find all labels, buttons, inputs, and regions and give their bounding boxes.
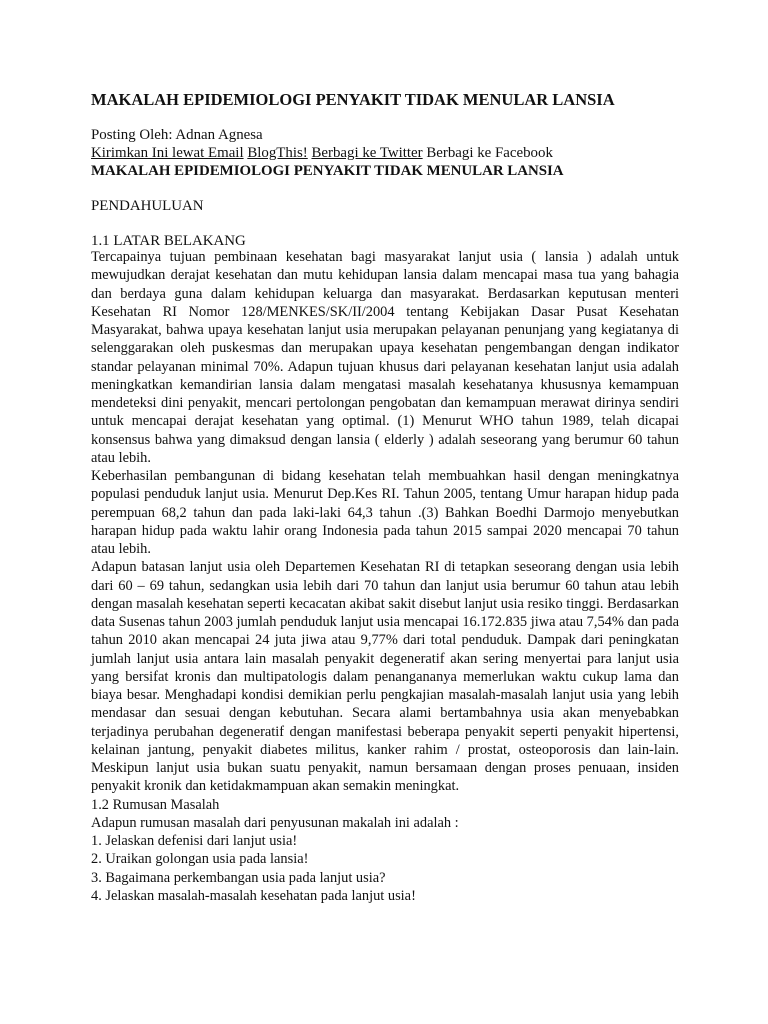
- share-twitter-link[interactable]: Berbagi ke Twitter: [311, 145, 423, 161]
- intro-heading: PENDAHULUAN: [91, 198, 204, 214]
- rumusan-intro: Adapun rumusan masalah dari penyusunan makalah ini adalah :: [91, 814, 459, 831]
- post-meta: [91, 126, 681, 180]
- list-item: 2. Uraikan golongan usia pada lansia!: [91, 851, 309, 868]
- list-item: 1. Jelaskan defenisi dari lanjut usia!: [91, 833, 298, 849]
- paragraph: Tercapainya tujuan pembinaan kesehatan bagi masyarakat lanjut usia ( lansia ) adalah untuk mewujudkan derajat kesehatan dan mutu kehidupan lansia dalam mencapai masa tua yang bahagia dan berdaya guna dalam kehidupan keluarga dan masyarakat. Berdasarkan keputusan menteri Kesehatan RI Nomor 128/MENKES/SK/II/2004 tentang Kebijakan Dasar Pusat Kesehatan Masyarakat, bahwa upaya kesehatan lanjut usia merupakan pelayanan penunjang yang kegiatanya di selenggarakan oleh puskesmas dan merupakan upaya kesehatan pengembangan dengan indikator standar pelayanan minimal 70%. Adapun tujuan khusus dari pelayanan kesehatan lanjut usia adalah meningkatkan kemandirian lansia dalam mengatasi masalah kesehatanya khususnya kemampuan mendeteksi dini penyakit, mencari pertolongan pengobatan dan kemampuan merawat dirinya sendiri untuk mencapai derajat kesehatan yang optimal. (1) Menurut WHO tahun 1989, telah dicapai konsensus bahwa yang dimaksud dengan lansia ( elderly ) adalah seseorang yang berumur 60 tahun atau lebih.: [91, 249, 679, 466]
- share-bar: [91, 144, 681, 162]
- document-subtitle: MAKALAH EPIDEMIOLOGI PENYAKIT TIDAK MENULAR LANSIA: [91, 163, 564, 179]
- page-title: MAKALAH EPIDEMIOLOGI PENYAKIT TIDAK MENULAR LANSIA: [91, 90, 615, 109]
- posted-by: Posting Oleh: Adnan Agnesa: [91, 127, 263, 143]
- blogthis-link[interactable]: BlogThis!: [247, 145, 308, 161]
- paragraph: Keberhasilan pembangunan di bidang kesehatan telah membuahkan hasil dengan meningkatnya populasi penduduk lanjut usia. Menurut Dep.Kes RI. Tahun 2005, tentang Umur harapan hidup pada perempuan 68,2 tahun dan pada laki-laki 64,3 tahun .(3) Bahkan Boedhi Darmojo menyebutkan harapan hidup pada waktu lahir orang Indonesia pada tahun 2015 sampai 2020 mencapai 70 tahun atau lebih.: [91, 468, 679, 557]
- question-list: [91, 832, 679, 905]
- paragraph: Adapun batasan lanjut usia oleh Departemen Kesehatan RI di tetapkan seseorang dengan usia lebih dari 60 – 69 tahun, sedangkan usia lebih dari 70 tahun dan lanjut usia berumur 60 tahun atau lebih dengan masalah kesehatan seperti kecacatan akibat sakit disebut lanjut usia resiko tinggi. Berdasarkan data Susenas tahun 2003 jumlah penduduk lanjut usia mencapai 16.172.835 jiwa atau 7,54% dan pada tahun 2010 akan mencapai 24 juta jiwa atau 9,77% dari total penduduk. Dampak dari peningkatan jumlah lanjut usia antara lain masalah penyakit degeneratif akan sering menyertai para lanjut usia yang bersifat kronis dan multipatologis dalam penangananya memerlukan waktu cukup lama dan biaya besar. Menghadapi kondisi demikian perlu pengkajian masalah-masalah lanjut usia yang lebih mendasar dan sesuai dengan kebutuhan. Secara alami bertambahnya usia akan menyebabkan terjadinya perubahan degeneratif dengan manifestasi beberapa penyakit seperti penyakit hipertensi, kelainan jantung, penyakit diabetes militus, kanker rahim / prostat, osteoporosis dan lain-lain. Meskipun lanjut usia bukan suatu penyakit, namun bersamaan dengan proses penuaan, insiden penyakit kronik dan ketidakmampuan akan semakin meningkat.: [91, 559, 679, 795]
- document-body: [91, 248, 679, 905]
- list-item: 3. Bagaimana perkembangan usia pada lanjut usia?: [91, 869, 386, 886]
- section-heading-rumusan-masalah: 1.2 Rumusan Masalah: [91, 796, 220, 813]
- share-email-link[interactable]: Kirimkan Ini lewat Email: [91, 145, 244, 161]
- section-heading-latar-belakang: 1.1 LATAR BELAKANG: [91, 233, 246, 249]
- list-item: 4. Jelaskan masalah-masalah kesehatan pada lanjut usia!: [91, 887, 416, 904]
- share-facebook-link[interactable]: Berbagi ke Facebook: [426, 145, 553, 161]
